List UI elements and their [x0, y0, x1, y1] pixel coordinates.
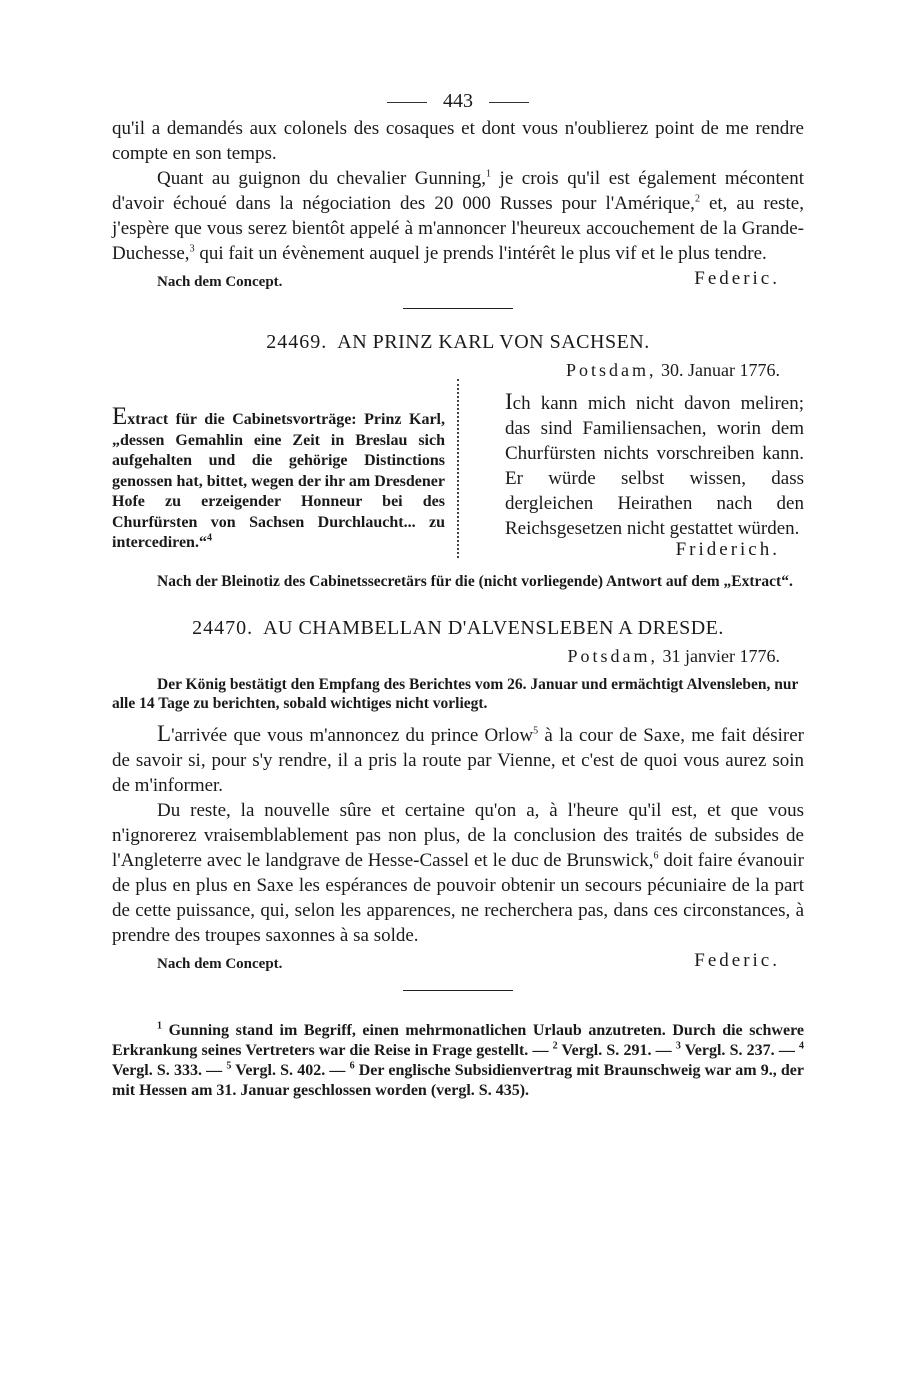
paragraph-gunning: Quant au guignon du chevalier Gunning,$^1$ je crois qu'il est également mécontent d'avoir échoué dans la négociation des 20 000 Russes pour l'Amérique,$^2$ et, au reste, j'espère que vous serez bientôt appelé à m'annoncer l'heureux accouchement de la Grande-Duchesse,$^3$ qui fait un évènement auquel je prends l'intérêt le plus vif et le plus tendre. [112, 168, 805, 264]
source-note: Nach dem Concept. [157, 274, 283, 290]
footnote-ref-1: 1 [486, 168, 492, 180]
letter-heading-24470: 24470. AU CHAMBELLAN D'ALVENSLEBEN A DRESDE. [192, 617, 724, 639]
source-note: Nach dem Concept. [157, 956, 283, 972]
paragraph-continued: qu'il a demandés aux colonels des cosaques et dont vous n'oublierez point de me rendre compte en son temps. [112, 118, 804, 164]
letter-heading-24469: 24469. AN PRINZ KARL VON SACHSEN. [266, 331, 650, 353]
letter-summary: Der König bestätigt den Empfang des Berichtes vom 26. Januar und ermächtigt Alvensleben, nur alle 14 Tage zu berichten, sobald wichtiges nicht vorliegt. [112, 676, 799, 712]
footnote-ref-2: 2 [694, 193, 700, 205]
footnote-ref-4: 4 [206, 532, 212, 544]
signature: Friderich. [675, 539, 780, 560]
footnotes: $^1$ Gunning stand im Begriff, einen mehrmonatlichen Urlaub anzutreten. Durch die schwere Erkrankung seines Vertreters war die Reise in Frage gestellt. — $^2$ Vergl. S. 291. — $^3$ Vergl. S. 237. — $^4$ Vergl. S. 333. — $^5$ Vergl. S. 402. — $^6$ Der englische Subsidienvertrag mit Braunschweig war am 9., der mit Hessen am 31. Januar geschlossen worden (vergl. S. 435). [112, 1020, 805, 1099]
footnote-divider [403, 990, 513, 991]
extract-column: Extract für die Cabinetsvorträge: Prinz Karl, „dessen Gemahlin eine Zeit in Breslau sich aufgehalten und die gehörige Distinctions genossen hat, bittet, wegen der ihr am Dresdener Hofe zu erzeigender Honneur bei des Churfürsten von Sachsen Durchlaucht... zu intercediren.“$^4$ [112, 403, 445, 551]
footnote-ref-5: 5 [533, 725, 539, 737]
signature: Federic. [694, 950, 780, 971]
letter-place-date-24470: Potsdam, 31 janvier 1776. [567, 646, 780, 666]
paragraph-subsidies: Du reste, la nouvelle sûre et certaine qu'on a, à l'heure qu'il est, et que vous n'ignorerez vraisemblablement pas non plus, de la conclusion des traités de subsides de l'Angleterre avec le landgrave de Hesse-Cassel et le duc de Brunswick,$^6$ doit faire évanouir de plus en plus en Saxe les espérances de pouvoir obtenir un secours pécuniaire de la part de cette puissance, qui, selon les apparences, ne recherchera pas, dans ces circonstances, à prendre des troupes saxonnes à sa solde. [112, 800, 804, 946]
signature-row-2 [112, 950, 804, 976]
footnote-ref-6: 6 [653, 850, 659, 862]
page-header [112, 86, 804, 116]
source-note: Nach der Bleinotiz des Cabinetssecretärs für die (nicht vorliegende) Antwort auf dem „Extract“. [157, 573, 793, 590]
header-rule-right [489, 102, 529, 103]
header-rule-left [387, 102, 427, 103]
footnote-ref-3: 3 [189, 243, 195, 255]
page-number: 443 [443, 90, 473, 112]
letter-place-date-24469: Potsdam, 30. Januar 1776. [566, 360, 780, 380]
signature-row-1 [112, 268, 804, 294]
reply-column: Ich kann mich nicht davon meliren; das sind Familiensachen, worin dem Churfürsten nichts vorschreiben kann. Er würde selbst wissen, dass dergleichen Heirathen nach den Reichsgesetzen nicht gestattet würden. Friderich. [505, 389, 804, 560]
two-column-block [112, 385, 804, 562]
signature: Federic. [694, 268, 780, 289]
document-page [112, 86, 804, 1101]
paragraph-orlow: L'arrivée que vous m'annoncez du prince Orlow$^5$ à la cour de Saxe, me fait désirer de savoir si, pour s'y rendre, il a pris la route par Vienne, et c'est de quoi vous aurez soin de m'informer. [112, 721, 804, 796]
section-divider [403, 308, 513, 309]
